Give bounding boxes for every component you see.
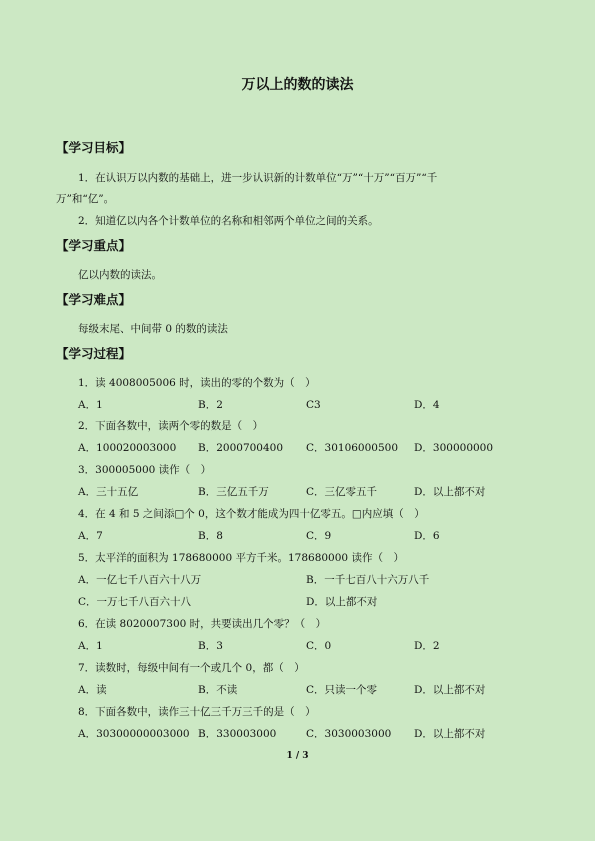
focus-text: 亿以内数的读法。 [78, 269, 162, 281]
option-b: B．2 [198, 399, 223, 411]
section-heading-focus: 【学习重点】 [56, 238, 132, 253]
option-a: A．1 [78, 640, 103, 652]
option-a: A．30300000003000 [78, 728, 190, 740]
option-a: A．三十五亿 [78, 486, 139, 498]
option-c: C3 [306, 399, 321, 411]
section-heading-process: 【学习过程】 [56, 346, 132, 361]
option-d: D．以上都不对 [414, 486, 486, 498]
question-stem: 1．读 4008005006 时，读出的零的个数为（ ） [78, 377, 316, 389]
option-a: A．100020003000 [78, 442, 177, 454]
option-a: A．7 [78, 530, 103, 542]
goal-2: 2．知道亿以内各个计数单位的名称和相邻两个单位之间的关系。 [78, 215, 379, 227]
option-a: A．1 [78, 399, 103, 411]
option-b: B．不读 [198, 684, 238, 696]
question-stem: 3．300005000 读作（ ） [78, 464, 212, 476]
question-stem: 8．下面各数中，读作三十亿三千万三千的是（ ） [78, 706, 316, 718]
option-b: B．一千七百八十六万八千 [306, 574, 430, 586]
question-stem: 4．在 4 和 5 之间添□个 0，这个数才能成为四十亿零五。□内应填（ ） [78, 508, 425, 520]
section-heading-goals: 【学习目标】 [56, 140, 132, 155]
section-heading-difficulty: 【学习难点】 [56, 292, 132, 307]
option-d: D．300000000 [414, 442, 494, 454]
option-b: B．8 [198, 530, 223, 542]
option-c: C．3030003000 [306, 728, 392, 740]
option-c: C．一万七千八百六十八 [78, 596, 192, 608]
question-stem: 5．太平洋的面积为 178680000 平方千米。178680000 读作（ ） [78, 552, 404, 564]
option-c: C．0 [306, 640, 332, 652]
difficulty-text: 每级末尾、中间带 0 的数的读法 [78, 323, 228, 335]
option-b: B．3 [198, 640, 223, 652]
option-a: A．读 [78, 684, 107, 696]
option-c: C．只读一个零 [306, 684, 378, 696]
option-b: B．330003000 [198, 728, 277, 740]
page-title: 万以上的数的读法 [241, 77, 354, 93]
question-stem: 2．下面各数中，读两个零的数是（ ） [78, 420, 264, 432]
option-d: D．以上都不对 [414, 728, 486, 740]
option-c: C．30106000500 [306, 442, 399, 454]
goal-1-line-1: 1．在认识万以内数的基础上，进一步认识新的计数单位“万”“十万”“百万”“千 [78, 172, 438, 184]
option-d: D．4 [414, 399, 440, 411]
option-d: D．以上都不对 [306, 596, 378, 608]
option-b: B．三亿五千万 [198, 486, 269, 498]
option-d: D．2 [414, 640, 440, 652]
question-stem: 7．读数时，每级中间有一个或几个 0，都（ ） [78, 662, 305, 674]
option-b: B．2000700400 [198, 442, 284, 454]
option-d: D．6 [414, 530, 440, 542]
question-stem: 6．在读 8020007300 时，共要读出几个零？（ ） [78, 618, 327, 630]
option-c: C．三亿零五千 [306, 486, 378, 498]
option-a: A．一亿七千八百六十八万 [78, 574, 202, 586]
page-number: 1 / 3 [286, 751, 309, 761]
option-c: C．9 [306, 530, 332, 542]
goal-1-line-2: 万”和“亿”。 [56, 193, 115, 205]
option-d: D．以上都不对 [414, 684, 486, 696]
